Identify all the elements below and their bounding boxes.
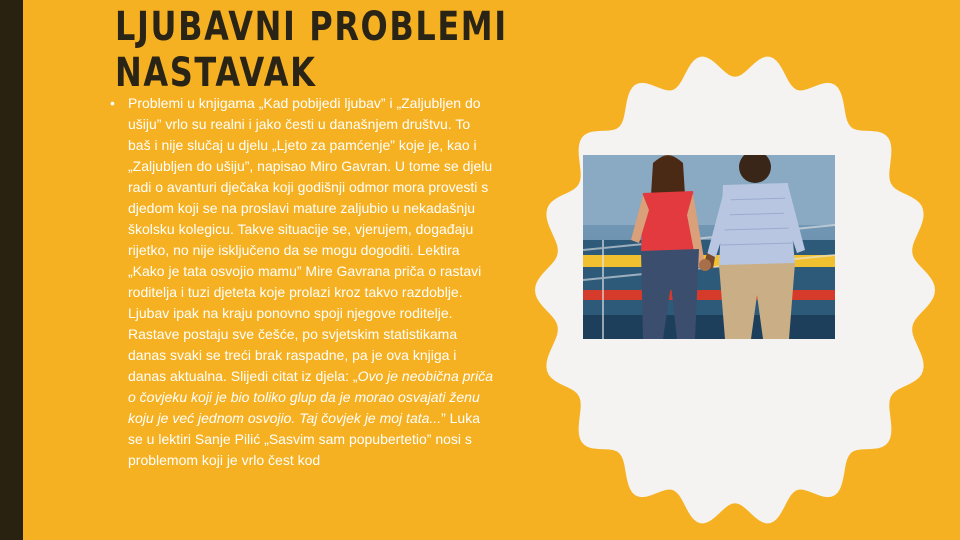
- paragraph-text-1: Problemi u knjigama „Kad pobijedi ljubav” i „Zaljubljen do ušiju” vrlo su realni i jako česti u današnjem društvu. To baš i nije slučaj u djelu „Ljeto za pamćenje” koje je, kao i „Zaljubljen do ušiju”, napisao Miro Gavran. U tome se djelu radi o avanturi dječaka koji godišnji odmor mora provesti s djedom koji se na proslavi mature zaljubio u nekadašnju školsku kolegicu. Takve situacije se, vjerujem, događaju rijetko, no nije isključeno da se mogu dogoditi. Lektira „Kako je tata osvojio mamu” Mire Gavrana priča o rastavi roditelja i tuzi djeteta koje prolazi kroz takvo razdoblje. Ljubav ipak na kraju ponovno spoji njegove roditelje. Rastave postaju sve češće, po svjetskim statistikama danas svaki se treći brak raspadne, pa je ova knjiga i danas aktualna. Slijedi citat iz djela: „: [128, 95, 493, 384]
- slide-body: [110, 93, 495, 471]
- title-line-1: LJUBAVNI PROBLEMI: [115, 4, 508, 50]
- bullet-paragraph: [128, 93, 495, 471]
- title-line-2: NASTAVAK: [115, 50, 317, 96]
- slide-title: [115, 4, 508, 96]
- couple-holding-hands-photo: [583, 155, 835, 339]
- paragraph-text-2: ” Luka se u lektiri Sanje Pilić „Sasvim sam popubertetio” nosi s problemom koji je vrlo čest kod: [128, 410, 481, 468]
- bullet-marker: •: [110, 95, 115, 111]
- left-accent-bar: [0, 0, 23, 540]
- quote-text: Ovo je neobična priča o čovjeku koji je bio toliko glup da je morao osvajati ženu koju je već jednom osvojio. Taj čovjek je moj tata...: [128, 368, 493, 426]
